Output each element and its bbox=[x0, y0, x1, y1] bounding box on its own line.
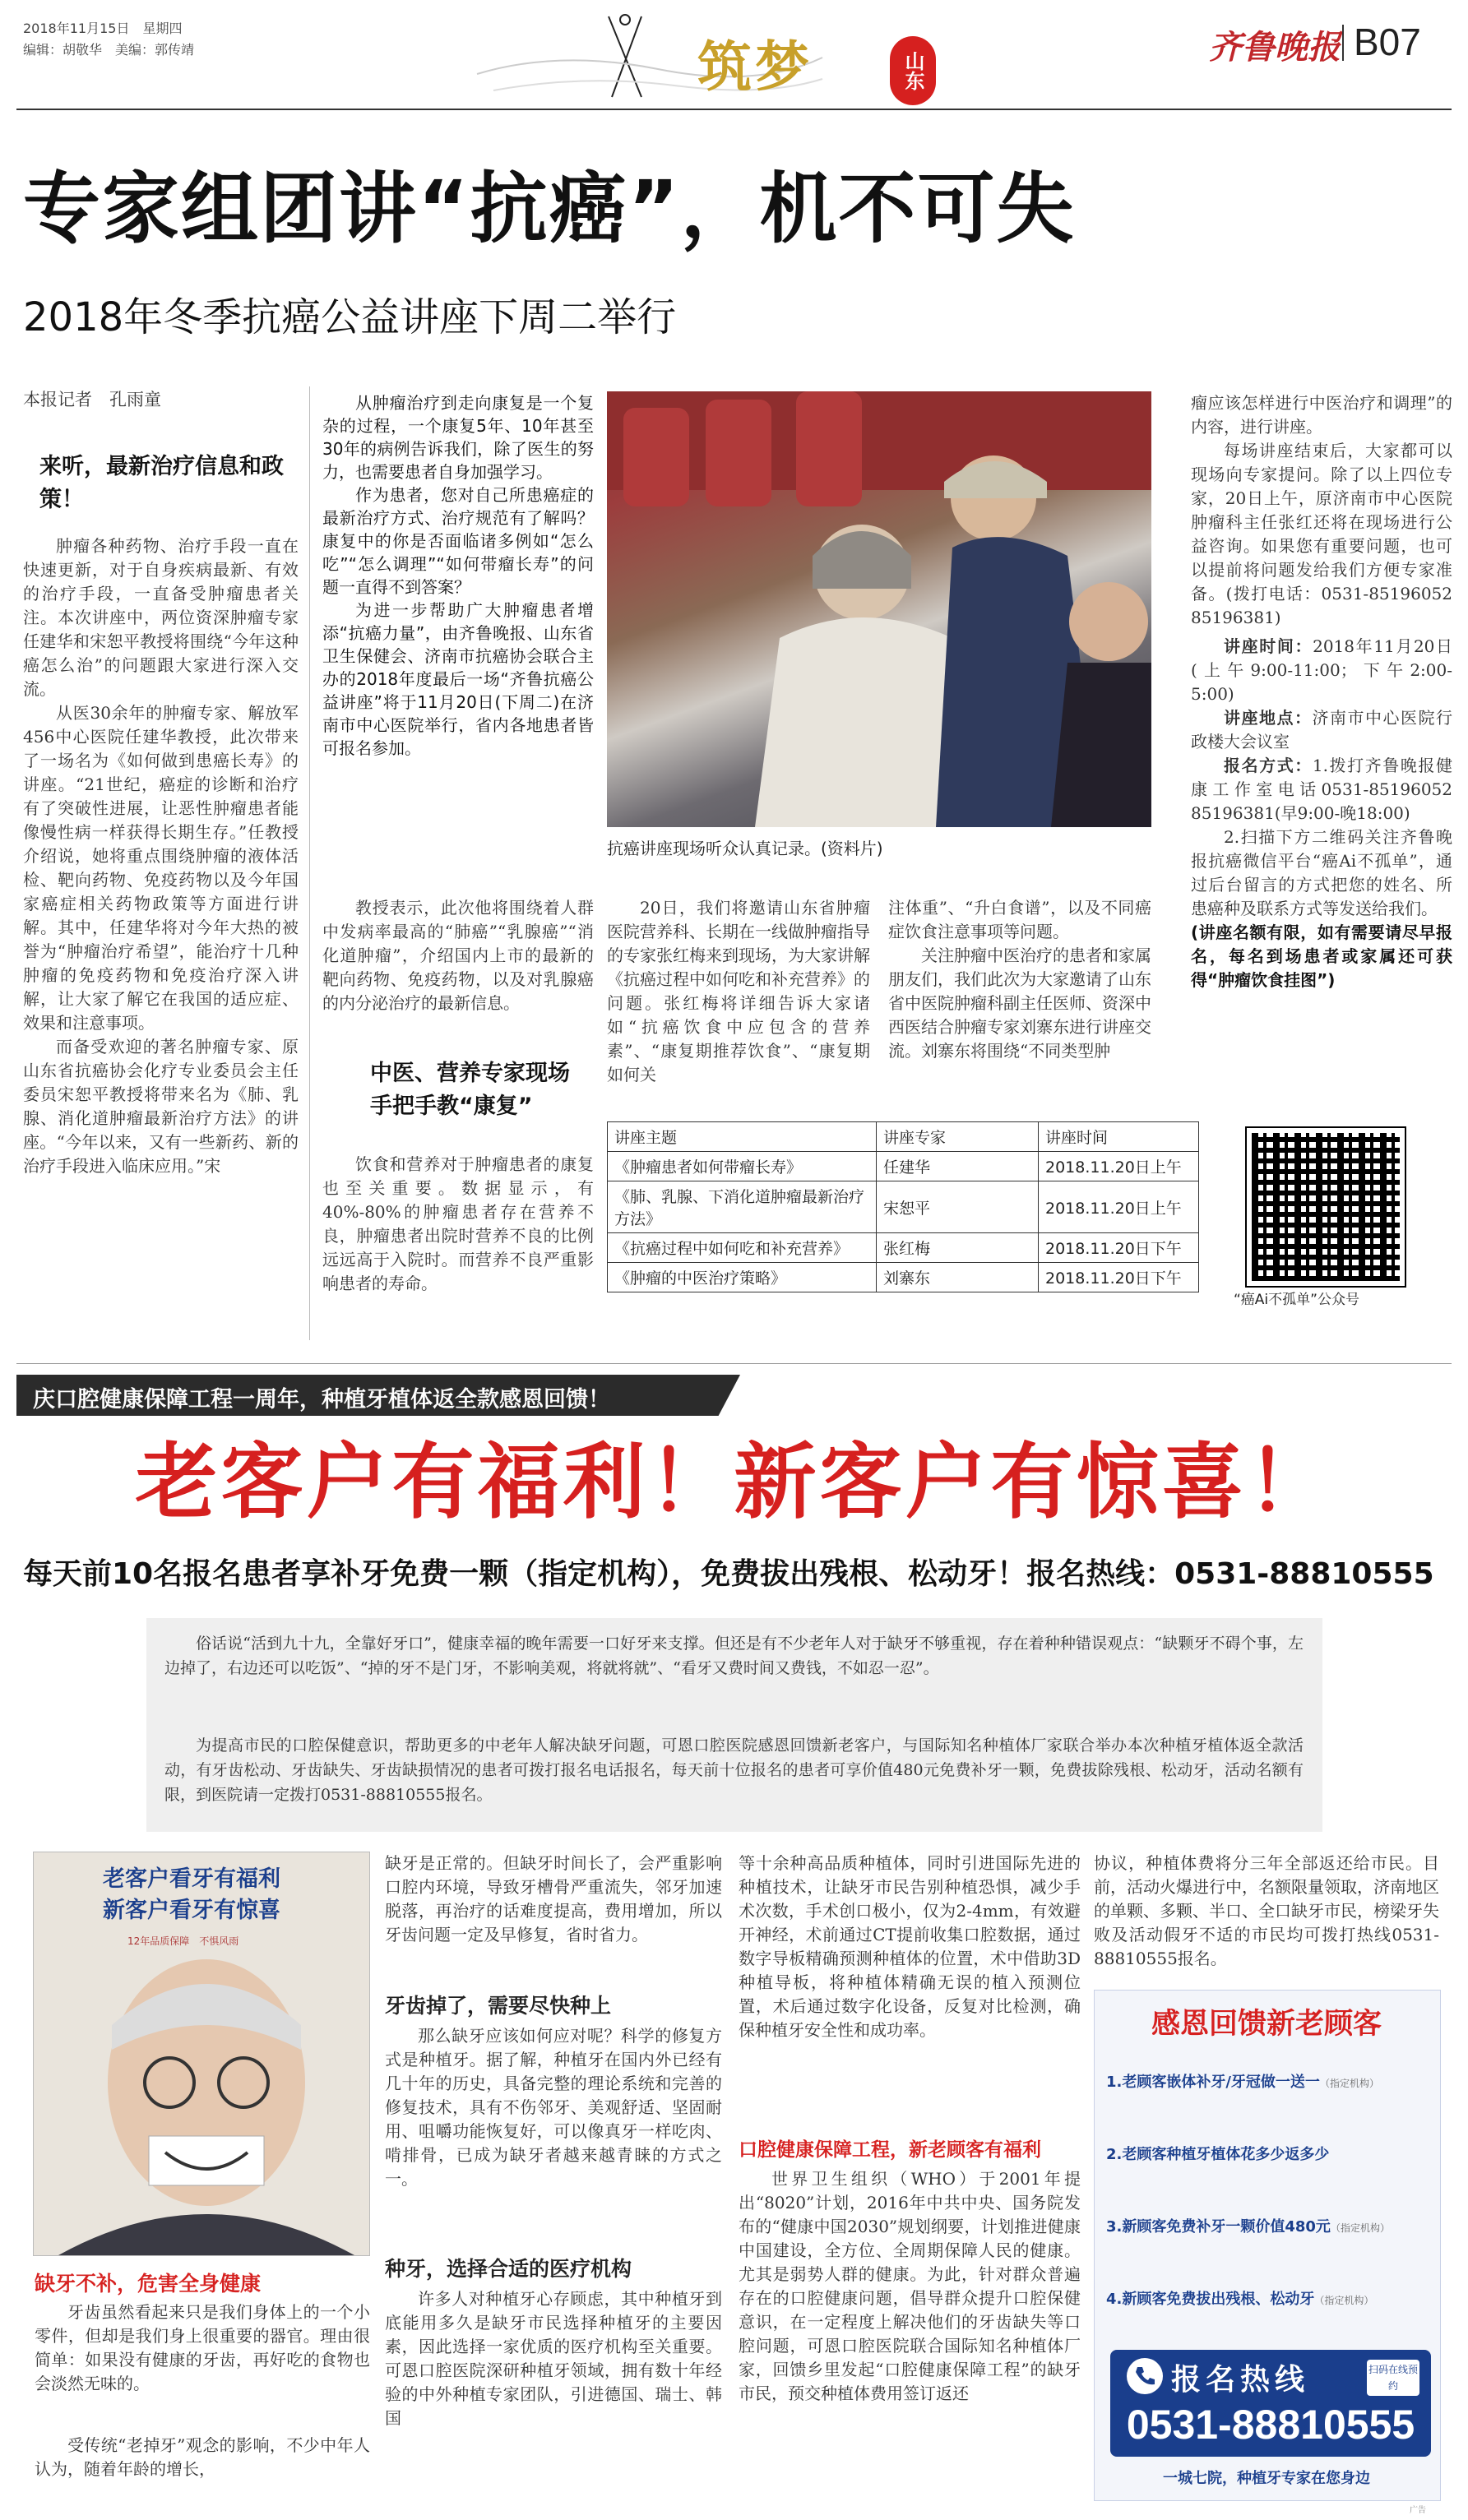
hotline-label: 报名热线 bbox=[1171, 2363, 1310, 2397]
expert-cell: 刘寨东 bbox=[877, 1263, 1039, 1292]
ad-paragraph-2: 受传统“老掉牙”观念的影响，不少中年人认为，随着年龄的增长， bbox=[35, 2435, 370, 2479]
ad-col3-b: 世界卫生组织（WHO）于2001年提出“8020”计划，2016年中共中央、国务院发布的“健康中国2030”规划纲要，计划推进健康中国建设，全方位、全周期保障人民的健康。尤其是弱势人群的健康。为此，针对群众普遍存在的口腔健康问题，倡导群众提升口腔保健意识，在一定程度上解决他们的牙齿缺失等口腔问题，可恩口腔医院联合国际知名种植体厂家，回馈乡里发起“口腔健康保障工程”的缺牙市民，预交种植体费用签订返还 bbox=[739, 2169, 1081, 2403]
qr-caption: “癌Ai不孤单”公众号 bbox=[1234, 1292, 1359, 1308]
promo-item-4 bbox=[1106, 2289, 1435, 2311]
paragraph: 饮食和营养对于肿瘤患者的康复也至关重要。数据显示，有40%-80%的肿瘤患者存在营养不良，肿瘤患者出院时营养不良的比例远远高于入院时。而营养不良严重影响患者的寿命。 bbox=[322, 1154, 594, 1293]
lecture-photo bbox=[607, 391, 1151, 827]
lecture-place-label: 讲座地点： bbox=[1224, 708, 1313, 728]
table-row bbox=[608, 1152, 1199, 1181]
ad-heading-3: 种牙，选择合适的医疗机构 bbox=[385, 2257, 632, 2281]
column-header: 讲座时间 bbox=[1039, 1122, 1199, 1152]
masthead-divider bbox=[1342, 25, 1344, 61]
paragraph: 关注肿瘤中医治疗的患者和家属朋友们，我们此次为大家邀请了山东省中医院肿瘤科副主任医师、资深中西医结合肿瘤专家刘寨东进行讲座交流。刘寨东将围绕“不同类型肿 bbox=[888, 946, 1151, 1061]
topic-cell: 《肺、乳腺、下消化道肿瘤最新治疗方法》 bbox=[608, 1181, 877, 1233]
lead-heading: 来听，最新治疗信息和政策！ bbox=[39, 454, 284, 512]
phone-icon bbox=[1127, 2358, 1163, 2394]
promo-title: 感恩回馈新老顾客 bbox=[1151, 2008, 1382, 2041]
article-column-2 bbox=[322, 391, 594, 760]
ad-divider bbox=[16, 1363, 1452, 1364]
ad-col4-a: 协议，种植体费将分三年全部返还给市民。目前，活动火爆进行中，名额限量领取，济南地区的单颗、多颗、半口、全口缺牙市民，榜梁牙失败及活动假牙不适的市民均可拨打热线0531-88810555报名。 bbox=[1094, 1853, 1439, 1968]
ad-banner-text: 庆口腔健康保障工程一周年，种植牙植体返全款感恩回馈！ bbox=[33, 1387, 610, 1413]
paragraph: 而备受欢迎的著名肿瘤专家、原山东省抗癌协会化疗专业委员会主任委员宋恕平教授将带来名为《肺、乳腺、消化道肿瘤最新治疗方法》的讲座。“今年以来，又有一些新药、新的治疗手段进入临床应用。”宋 bbox=[23, 1037, 299, 1176]
time-cell: 2018.11.20日上午 bbox=[1039, 1152, 1199, 1181]
table-row bbox=[608, 1181, 1199, 1233]
hotline-number[interactable]: 0531-88810555 bbox=[1126, 2402, 1415, 2448]
expert-cell: 宋恕平 bbox=[877, 1181, 1039, 1233]
ad-col2-c: 许多人对种植牙心存顾虑，其中种植牙到底能用多久是缺牙市民选择种植牙的主要因素，因此选择一家优质的医疗机构至关重要。可恩口腔医院深研种植牙领域，拥有数十年经验的中外种植专家团队，引进德国、瑞士、韩国 bbox=[385, 2289, 722, 2428]
signup-note: (讲座名额有限，如有需要请尽早报名，每名到场患者或家属还可获得“肿瘤饮食挂图”) bbox=[1191, 922, 1452, 990]
promo-item-note: （指定机构） bbox=[1319, 2078, 1379, 2089]
promo-item-text: 1.老顾客嵌体补牙/牙冠做一送一 bbox=[1106, 2074, 1320, 2091]
promo-item-2 bbox=[1106, 2144, 1435, 2166]
paragraph: 从医30余年的肿瘤专家、解放军456中心医院任建华教授，此次带来了一场名为《如何做到患癌长寿》的讲座。“21世纪，癌症的诊断和治疗有了突破性进展，让恶性肿瘤患者能像慢性病一样获得长期生存。”任教授介绍说，她将重点围绕肿瘤的液体活检、靶向药物、免疫药物以及今年国家癌症相关药物政策等方面进行讲解。其中，任建华将对今年大热的被誉为“肿瘤治疗希望”，能治疗十几种肿瘤的免疫药物和免疫治疗深入讲解，让大家了解它在我国的适应症、效果和注意事项。 bbox=[23, 703, 299, 1033]
paragraph: 20日，我们将邀请山东省肿瘤医院营养科、长期在一线做肿瘤指导的专家张红梅来到现场，为大家讲解《抗癌过程中如何吃和补充营养》的问题。张红梅将详细告诉大家诸如“抗癌饮食中应包含的营养素”、“康复期推荐饮食”、“康复期如何关 bbox=[607, 898, 870, 1084]
table-row bbox=[608, 1263, 1199, 1292]
lecture-time-value: 2018年11月20日(上午9:00-11:00；下午2:00-5:00) bbox=[1191, 636, 1453, 704]
topic-cell: 《肿瘤的中医治疗策略》 bbox=[608, 1263, 877, 1292]
expert-cell: 张红梅 bbox=[877, 1233, 1039, 1263]
article-column-1 bbox=[23, 534, 299, 1178]
lecture-time bbox=[1191, 635, 1452, 706]
lecture-time-label: 讲座时间： bbox=[1224, 636, 1313, 656]
promo-item-text: 4.新顾客免费拔出残根、松动牙 bbox=[1106, 2291, 1315, 2308]
ad-intro-2: 为提高市民的口腔保健意识，帮助更多的中老年人解决缺牙问题，可恩口腔医院感恩回馈新老客户，与国际知名种植体厂家联合举办本次种植牙植体返全款活动，有牙齿松动、牙齿缺失、牙齿缺损情况的患者可拨打报名电话报名，每天前十位报名的患者可享价值480元免费补牙一颗，免费拔除残根、松动牙，活动名额有限，到医院请一定拨打0531-88810555报名。 bbox=[164, 1736, 1304, 1804]
topic-cell: 《抗癌过程中如何吃和补充营养》 bbox=[608, 1233, 877, 1263]
paragraph: 每场讲座结束后，大家都可以现场向专家提问。除了以上四位专家，20日上午，原济南市中心医院肿瘤科主任张红还将在现场进行公益咨询。如果您有重要问题，也可以提前将问题发给我们方便专家准备。(拨打电话：0531-85196052 85196381) bbox=[1191, 441, 1452, 627]
table-header-row bbox=[608, 1122, 1199, 1152]
promo-item-3 bbox=[1106, 2217, 1435, 2239]
ad-intro-1: 俗话说“活到九十九，全靠好牙口”，健康幸福的晚年需要一口好牙来支撑。但还是有不少老年人对于缺牙不够重视，存在着种种错误观点：“缺颗牙不碍个事，左边掉了，右边还可以吃饭”、“掉的牙不是门牙，不影响美观，将就将就”、“看牙又费时间又费钱，不如忍一忍”。 bbox=[164, 1635, 1304, 1677]
ad-footer-slogan: 一城七院，种植牙专家在您身边 bbox=[1163, 2470, 1370, 2487]
ad-poster-line-2: 新客户看牙有惊喜 bbox=[103, 1898, 280, 1923]
section-title: 筑梦 bbox=[697, 35, 813, 99]
lecture-place-value: 济南市中心医院行政楼大会议室 bbox=[1191, 708, 1452, 751]
article-column-4 bbox=[888, 896, 1151, 1063]
ad-poster-note: 12年品质保障 不惧风雨 bbox=[127, 1935, 239, 1947]
masthead-rule bbox=[16, 109, 1452, 110]
table-row bbox=[608, 1233, 1199, 1263]
byline: 本报记者 孔雨童 bbox=[23, 390, 161, 409]
paragraph: 为进一步帮助广大肿瘤患者增添“抗癌力量”，由齐鲁晚报、山东省卫生保健会、济南市抗癌协会联合主办的2018年度最后一场“齐鲁抗癌公益讲座”将于11月20日(下周二)在济南市中心医院举行，省内各地患者皆可报名参加。 bbox=[322, 600, 594, 758]
article-column-2b bbox=[322, 896, 594, 1015]
promo-item-note: （指定机构） bbox=[1314, 2295, 1374, 2306]
lecture-place bbox=[1191, 706, 1452, 754]
ad-paragraph-1: 牙齿虽然看起来只是我们身体上的一个小零件，但却是我们身上很重要的器官。理由很简单：如果没有健康的牙齿，再好吃的食物也会淡然无味的。 bbox=[35, 2302, 370, 2393]
paragraph: 作为患者，您对自己所患癌症的最新治疗方式、治疗规范有了解吗？康复中的你是否面临诸多例如“怎么吃”“怎么调理”“如何带瘤长寿”的问题一直得不到答案？ bbox=[322, 485, 594, 597]
paragraph: 教授表示，此次他将围绕着人群中发病率最高的“肺癌”“乳腺癌”“消化道肿瘤”，介绍国内上市的最新的靶向药物、免疫药物，以及对乳腺癌的内分泌治疗的最新信息。 bbox=[322, 898, 594, 1013]
promo-item-note: （指定机构） bbox=[1330, 2222, 1390, 2234]
column-header: 讲座专家 bbox=[877, 1122, 1039, 1152]
qr-code[interactable] bbox=[1247, 1128, 1405, 1286]
ad-poster-line-1: 老客户看牙有福利 bbox=[103, 1866, 280, 1892]
signup-label: 报名方式： bbox=[1224, 756, 1313, 775]
paragraph: 注体重”、“升白食谱”，以及不同癌症饮食注意事项等问题。 bbox=[888, 898, 1151, 941]
paragraph: 从肿瘤治疗到走向康复是一个复杂的过程，一个康复5年、10年甚至30年的病例告诉我们，除了医生的努力，也需要患者自身加强学习。 bbox=[322, 393, 594, 482]
ad-heading-4: 口腔健康保障工程，新老顾客有福利 bbox=[739, 2139, 1041, 2161]
page-number: B07 bbox=[1354, 21, 1421, 63]
signup-option-1: 1.拨打齐鲁晚报健康工作室电话0531-85196052 85196381(早9:00-晚18:00) bbox=[1191, 756, 1453, 823]
ad-headline: 老客户有福利！新客户有惊喜！ bbox=[135, 1434, 1333, 1530]
column-rule bbox=[309, 386, 310, 1340]
ad-col2-b: 那么缺牙应该如何应对呢？科学的修复方式是种植牙。据了解，种植牙在国内外已经有几十年的历史，具备完整的理论系统和完善的修复技术，具有不伤邻牙、美观舒适、坚固耐用、咀嚼功能恢复好，可以像真牙一样吃肉、啃排骨，已成为缺牙者越来越青睐的方式之一。 bbox=[385, 2026, 722, 2189]
online-booking-badge[interactable]: 扫码在线预约 bbox=[1367, 2360, 1419, 2396]
issue-date: 2018年11月15日 星期四 bbox=[23, 21, 183, 36]
editors-line: 编辑：胡敬华 美编：郭传靖 bbox=[23, 42, 195, 58]
ad-marker: 广告 bbox=[1410, 2506, 1426, 2515]
article-column-3 bbox=[607, 896, 870, 1087]
paragraph: 瘤应该怎样进行中医治疗和调理”的内容，进行讲座。 bbox=[1191, 393, 1452, 437]
ad-subheadline: 每天前10名报名患者享补牙免费一颗（指定机构），免费拔出残根、松动牙！报名热线：0531-88810555 bbox=[23, 1557, 1434, 1591]
paper-name-logo: 齐鲁晚报 bbox=[1209, 28, 1341, 67]
time-cell: 2018.11.20日上午 bbox=[1039, 1181, 1199, 1233]
ad-heading-1: 缺牙不补，危害全身健康 bbox=[35, 2272, 262, 2296]
article-column-5 bbox=[1191, 391, 1452, 992]
promo-item-text: 3.新顾客免费补牙一颗价值480元 bbox=[1106, 2218, 1331, 2236]
time-cell: 2018.11.20日下午 bbox=[1039, 1263, 1199, 1292]
mid-heading: 中医、营养专家现场手把手教“康复” bbox=[370, 1061, 570, 1119]
expert-cell: 任建华 bbox=[877, 1152, 1039, 1181]
signup-method bbox=[1191, 754, 1452, 825]
photo-caption: 抗癌讲座现场听众认真记录。(资料片) bbox=[607, 839, 883, 858]
phone-glyph bbox=[1127, 2358, 1163, 2394]
ad-col3-a: 等十余种高品质种植体，同时引进国际先进的种植技术，让缺牙市民告别种植恐惧，减少手术次数，手术创口极小，仅为2-4mm，有效避开神经，术前通过CT提前收集口腔数据，通过数字导板精确预测种植体的位置，术中借助3D种植导板，将种植体精确无误的植入预测位置，术后通过数字化设备，反复对比检测，确保种植牙安全性和成功率。 bbox=[739, 1853, 1081, 2040]
promo-item-text: 2.老顾客种植牙植体花多少返多少 bbox=[1106, 2146, 1330, 2163]
audience-photo-illustration bbox=[607, 391, 1151, 827]
smiling-man-illustration bbox=[34, 1959, 369, 2255]
paragraph: 肿瘤各种药物、治疗手段一直在快速更新，对于自身疾病最新、有效的治疗手段，一直备受肿瘤患者关注。本次讲座中，两位资深肿瘤专家任建华和宋恕平教授将围绕“今年这种癌怎么治”的问题跟大家进行深入交流。 bbox=[23, 536, 299, 699]
section-seal: 山东 bbox=[890, 36, 936, 105]
time-cell: 2018.11.20日下午 bbox=[1039, 1233, 1199, 1263]
ad-col2-a: 缺牙是正常的。但缺牙时间长了，会严重影响口腔内环境，导致牙槽骨严重流失，邻牙加速脱落，再治疗的话难度提高，费用增加，所以牙齿问题一定及早修复，省时省力。 bbox=[385, 1853, 722, 1944]
headline: 专家组团讲“抗癌”，机不可失 bbox=[23, 164, 1076, 254]
ad-heading-2: 牙齿掉了，需要尽快种上 bbox=[385, 1994, 612, 2018]
subheadline: 2018年冬季抗癌公益讲座下周二举行 bbox=[23, 294, 677, 340]
topic-cell: 《肿瘤患者如何带瘤长寿》 bbox=[608, 1152, 877, 1181]
promo-item-1 bbox=[1106, 2072, 1435, 2094]
lecture-schedule-table bbox=[607, 1121, 1199, 1292]
column-header: 讲座主题 bbox=[608, 1122, 877, 1152]
signup-option-2: 2.扫描下方二维码关注齐鲁晚报抗癌微信平台“癌Ai不孤单”，通过后台留言的方式把您的姓名、所患癌种及联系方式等发送给我们。 bbox=[1191, 827, 1452, 918]
article-column-2c bbox=[322, 1153, 594, 1296]
